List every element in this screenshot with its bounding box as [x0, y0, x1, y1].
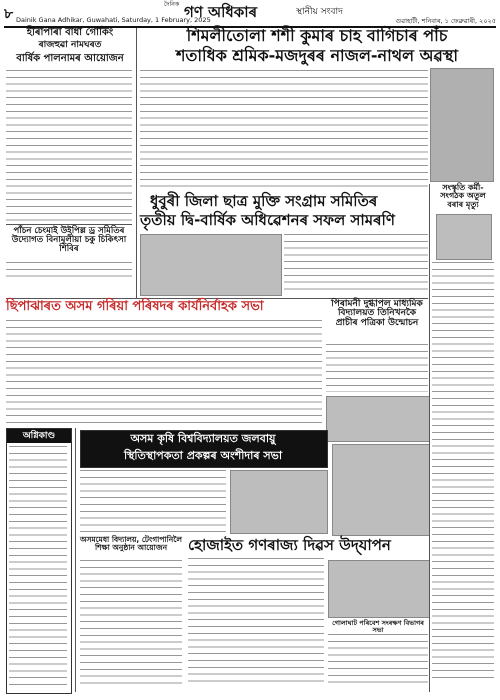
agri-body	[80, 470, 226, 532]
lead-headline-line1: শিমলীতোলা শশী কুমাৰ চাহ বাগিচাৰ পাঁচ	[186, 26, 448, 45]
page-number: ৮	[4, 6, 14, 22]
fire-body	[9, 446, 67, 686]
dhubri-headline-line2: তৃতীয় দ্বি-বাৰ্ষিক অধিৱেশনৰ সফল সামৰণি	[140, 211, 395, 229]
hojai-headline: হোজাইত গণৰাজ্য দিৱস উদ্‌যাপন	[188, 536, 391, 554]
school-group-photo	[332, 444, 430, 536]
hojai-subhead: গোলাঘাট পৰিবেশ সংৰক্ষণ বিভাগৰ সভা	[332, 619, 424, 634]
school-headline: পিৰামনী দুগ্ধাপল মাধ্যমিক বিদ্যালয়ত তিনিখনকৈ প্ৰাচীৰ পত্ৰিকা উন্মোচন	[331, 299, 423, 328]
paper-name: গণ অধিকাৰ	[184, 3, 258, 21]
right-column-photo	[436, 214, 492, 260]
top-left-kicker: হীৰাপাৰা বাধা গোকিং	[26, 27, 114, 38]
dateline-assamese: গুৱাহাটী, শনিবাৰ, ১ ফেব্ৰুৱাৰী, ২০২৫	[395, 17, 496, 25]
fire-title: অগ্নিকাণ্ড	[7, 429, 71, 443]
agri-headline-line2: স্থিতিস্থাপকতা প্ৰকল্পৰ অংশীদাৰ সভা	[123, 449, 283, 462]
assam-medha-headline: অসমমেধা বিদ্যালয়, টেংগাপানিলৈ শিক্ষা অনুষ্ঠান আয়োজন	[80, 535, 182, 552]
top-left-title: বাৰ্ষিক পালনামৰ আয়োজন	[16, 53, 124, 64]
left-second-body	[6, 262, 132, 282]
lead-photo	[430, 68, 494, 182]
left-second-title: পাঁচন চেংমাই উইপিল্ল ড্ৰ সমিতিৰ উদ্যোগত বিনামূলীয়া চকু চিকিৎসা শিবিৰ	[11, 226, 127, 254]
school-body	[326, 344, 428, 392]
hojai-subbody	[328, 634, 428, 686]
column-rule	[429, 184, 430, 692]
divider	[6, 224, 132, 225]
lead-body	[140, 70, 428, 190]
section-name: স্থানীয় সংবাদ	[296, 7, 343, 17]
assam-medha-body	[80, 560, 182, 686]
right-column-title: সংস্কৃতি কৰ্মী-সংগঠক অতুল বৰাৰ মৃত্যু	[440, 183, 486, 209]
top-left-subtitle: ৰাজহুৱা নামঘৰত	[38, 40, 102, 50]
paper-name-prefix: দৈনিক	[164, 1, 180, 8]
top-left-body	[6, 70, 132, 222]
chhipajhar-body	[6, 320, 322, 424]
lead-headline-line2: শতাধিক শ্ৰমিক-মজদুৰৰ নাজল-নাথল অৱস্থা	[175, 46, 459, 65]
chhipajhar-headline: ছিপাঝাৰত অসম গৰিয়া পৰিষদৰ কাৰ্যনিৰ্বাহক সভা	[6, 299, 264, 314]
agri-photo	[230, 470, 328, 534]
dhubri-body	[284, 234, 428, 294]
hojai-photo	[328, 560, 430, 618]
column-rule	[136, 28, 137, 298]
dhubri-headline-line1: ধুবুৰী জিলা ছাত্ৰ মুক্তি সংগ্ৰাম সমিতিৰ	[150, 192, 378, 210]
agri-headline-line1: অসম কৃষি বিশ্ববিদ্যালয়ত জলবায়ু	[130, 432, 276, 445]
dateline-english: Dainik Gana Adhikar, Guwahati, Saturday, 1 February, 2025	[16, 16, 211, 24]
hojai-body	[188, 558, 324, 686]
column-rule	[75, 428, 76, 692]
right-column-body	[432, 262, 494, 682]
school-photo	[326, 396, 430, 442]
masthead	[4, 0, 496, 28]
dhubri-photo	[140, 234, 282, 296]
